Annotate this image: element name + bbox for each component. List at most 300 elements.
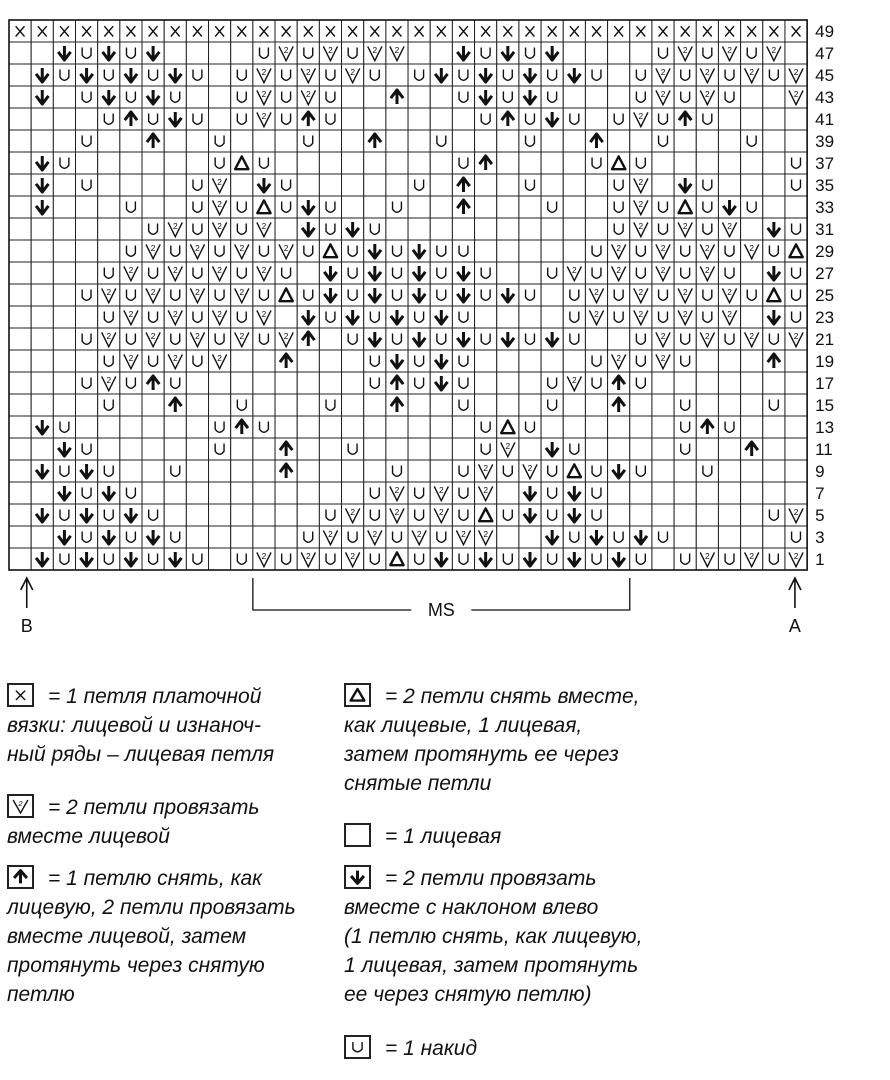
yarn-over-symbol xyxy=(342,262,364,284)
knit-cell xyxy=(652,174,674,196)
knit-cell xyxy=(98,196,120,218)
svg-text:2: 2 xyxy=(305,551,311,561)
svg-text:2: 2 xyxy=(261,221,267,231)
k2tog-symbol xyxy=(209,196,231,218)
yarn-over-symbol xyxy=(430,526,452,548)
garter-stitch-symbol xyxy=(231,20,253,42)
yarn-over-symbol xyxy=(541,394,563,416)
knit-cell xyxy=(541,152,563,174)
yarn-over-symbol xyxy=(630,86,652,108)
knit-cell xyxy=(563,152,585,174)
knit-cell xyxy=(342,86,364,108)
knit-cell xyxy=(342,460,364,482)
k2tog-symbol xyxy=(674,42,696,64)
svg-text:2: 2 xyxy=(682,309,688,319)
knit-cell xyxy=(763,482,785,504)
yarn-over-symbol xyxy=(209,152,231,174)
ssk-decrease-symbol xyxy=(142,42,164,64)
svg-text:2: 2 xyxy=(461,529,466,539)
knit-cell xyxy=(674,152,696,174)
knit-cell xyxy=(319,438,341,460)
k2tog-symbol xyxy=(585,284,607,306)
knit-cell xyxy=(297,394,319,416)
chart-row xyxy=(9,20,807,42)
yarn-over-symbol xyxy=(785,306,807,328)
chart-row xyxy=(9,306,807,328)
yarn-over-symbol xyxy=(541,64,563,86)
ssk-decrease-symbol xyxy=(53,482,75,504)
knit-cell xyxy=(342,130,364,152)
ssk-decrease-symbol xyxy=(452,328,474,350)
knit-cell xyxy=(475,372,497,394)
knit-cell xyxy=(452,130,474,152)
sk2p-decrease-symbol xyxy=(319,240,341,262)
yarn-over-symbol xyxy=(763,504,785,526)
garter-stitch-symbol xyxy=(342,20,364,42)
knit-cell xyxy=(541,350,563,372)
knit-cell xyxy=(319,460,341,482)
yarn-over-symbol xyxy=(297,130,319,152)
yarn-over-symbol xyxy=(364,306,386,328)
yarn-over-symbol xyxy=(319,108,341,130)
knit-cell xyxy=(497,350,519,372)
yarn-over-symbol xyxy=(76,482,98,504)
knit-cell xyxy=(408,416,430,438)
yarn-over-symbol xyxy=(76,42,98,64)
yarn-over-symbol xyxy=(696,108,718,130)
knit-cell xyxy=(76,152,98,174)
knit-cell xyxy=(763,130,785,152)
k2tog-symbol xyxy=(652,64,674,86)
yarn-over-symbol xyxy=(164,86,186,108)
knit-cell xyxy=(297,372,319,394)
yarn-over-symbol xyxy=(297,240,319,262)
knit-cell xyxy=(519,152,541,174)
ssk-decrease-symbol xyxy=(31,416,53,438)
yarn-over-symbol xyxy=(275,262,297,284)
svg-text:2: 2 xyxy=(749,67,755,77)
k2tog-symbol xyxy=(186,328,208,350)
chart-row xyxy=(9,262,807,284)
k2tog-symbol xyxy=(408,526,430,548)
svg-text:2: 2 xyxy=(106,375,112,385)
knit-cell xyxy=(53,218,75,240)
central-double-decrease-symbol xyxy=(386,372,408,394)
yarn-over-symbol xyxy=(563,526,585,548)
knit-cell xyxy=(741,86,763,108)
knit-cell xyxy=(718,394,740,416)
ssk-decrease-symbol xyxy=(386,350,408,372)
yarn-over-symbol xyxy=(408,504,430,526)
knit-cell xyxy=(76,416,98,438)
chart-row xyxy=(9,240,807,262)
knit-cell xyxy=(763,416,785,438)
ssk-decrease-symbol xyxy=(98,42,120,64)
knit-cell xyxy=(652,504,674,526)
knit-cell xyxy=(231,130,253,152)
ssk-decrease-symbol xyxy=(718,196,740,218)
knit-cell xyxy=(120,460,142,482)
knit-cell xyxy=(120,218,142,240)
knit-cell xyxy=(9,196,31,218)
knit-cell xyxy=(319,174,341,196)
knit-cell xyxy=(9,394,31,416)
yarn-over-symbol xyxy=(452,86,474,108)
svg-text:2: 2 xyxy=(394,45,400,55)
yarn-over-symbol xyxy=(608,526,630,548)
yarn-over-symbol xyxy=(386,328,408,350)
yarn-over-symbol xyxy=(209,284,231,306)
knit-cell xyxy=(76,196,98,218)
yarn-over-symbol xyxy=(231,64,253,86)
yarn-over-symbol xyxy=(231,108,253,130)
ssk-decrease-symbol xyxy=(98,526,120,548)
k2tog-symbol xyxy=(630,174,652,196)
knit-cell xyxy=(9,328,31,350)
k2tog-symbol xyxy=(608,262,630,284)
knit-cell xyxy=(53,306,75,328)
yarn-over-symbol xyxy=(364,504,386,526)
sk2p-decrease-symbol xyxy=(497,416,519,438)
knit-cell xyxy=(696,438,718,460)
knit-cell xyxy=(186,416,208,438)
k2tog-symbol xyxy=(563,262,585,284)
k2tog-symbol xyxy=(253,86,275,108)
yarn-over-symbol xyxy=(585,262,607,284)
knit-cell xyxy=(98,152,120,174)
knit-cell xyxy=(630,416,652,438)
yarn-over-symbol xyxy=(76,174,98,196)
yarn-over-symbol xyxy=(76,284,98,306)
yarn-over-symbol xyxy=(674,328,696,350)
k2tog-symbol xyxy=(120,350,142,372)
knit-cell xyxy=(209,394,231,416)
ssk-decrease-symbol xyxy=(53,526,75,548)
knit-cell xyxy=(785,372,807,394)
knit-cell xyxy=(430,218,452,240)
svg-text:2: 2 xyxy=(594,309,599,319)
garter-stitch-symbol xyxy=(652,20,674,42)
knit-cell xyxy=(275,482,297,504)
yarn-over-symbol xyxy=(519,416,541,438)
svg-text:2: 2 xyxy=(150,243,156,253)
svg-text:2: 2 xyxy=(771,45,777,55)
knit-cell xyxy=(763,460,785,482)
k2tog-symbol xyxy=(497,438,519,460)
knit-cell xyxy=(785,394,807,416)
knit-cell xyxy=(541,130,563,152)
central-double-decrease-symbol xyxy=(297,328,319,350)
svg-text:2: 2 xyxy=(283,331,289,341)
row-number: 11 xyxy=(815,440,833,460)
yarn-over-symbol xyxy=(785,284,807,306)
yarn-over-symbol xyxy=(630,548,652,570)
yarn-over-symbol xyxy=(319,218,341,240)
knit-cell xyxy=(718,372,740,394)
knit-cell xyxy=(519,196,541,218)
garter-stitch-symbol xyxy=(519,20,541,42)
k2tog-symbol xyxy=(253,108,275,130)
knit-cell xyxy=(741,152,763,174)
svg-text:2: 2 xyxy=(438,485,444,495)
yarn-over-symbol xyxy=(319,196,341,218)
ssk-decrease-symbol xyxy=(519,548,541,570)
yarn-over-symbol xyxy=(674,548,696,570)
k2tog-symbol xyxy=(98,284,120,306)
knit-cell xyxy=(497,482,519,504)
k2tog-symbol xyxy=(253,548,275,570)
knit-cell xyxy=(408,460,430,482)
ssk-decrease-symbol xyxy=(76,548,98,570)
legend-symbol-icon xyxy=(7,865,34,889)
knit-cell xyxy=(31,438,53,460)
knit-cell xyxy=(319,372,341,394)
ssk-decrease-symbol xyxy=(585,526,607,548)
ssk-decrease-symbol xyxy=(98,482,120,504)
knit-cell xyxy=(674,504,696,526)
k2tog-symbol xyxy=(253,306,275,328)
yarn-over-symbol xyxy=(386,460,408,482)
ssk-decrease-symbol xyxy=(342,218,364,240)
svg-text:2: 2 xyxy=(350,507,355,517)
svg-text:2: 2 xyxy=(638,177,644,187)
knit-cell xyxy=(142,196,164,218)
row-number: 23 xyxy=(815,308,835,328)
k2tog-symbol xyxy=(253,218,275,240)
knit-cell xyxy=(497,262,519,284)
yarn-over-symbol xyxy=(674,262,696,284)
knit-cell xyxy=(475,174,497,196)
yarn-over-symbol xyxy=(696,306,718,328)
central-double-decrease-symbol xyxy=(741,438,763,460)
knit-cell xyxy=(563,42,585,64)
knit-cell xyxy=(763,86,785,108)
knit-cell xyxy=(342,174,364,196)
row-number: 7 xyxy=(815,484,825,504)
knit-cell xyxy=(9,284,31,306)
k2tog-symbol xyxy=(164,218,186,240)
garter-stitch-symbol xyxy=(297,20,319,42)
ssk-decrease-symbol xyxy=(430,64,452,86)
central-double-decrease-symbol xyxy=(364,130,386,152)
knit-cell xyxy=(9,174,31,196)
yarn-over-symbol xyxy=(630,350,652,372)
k2tog-symbol xyxy=(696,328,718,350)
knit-cell xyxy=(652,394,674,416)
yarn-over-symbol xyxy=(452,482,474,504)
knit-cell xyxy=(53,240,75,262)
knit-cell xyxy=(652,438,674,460)
row-number: 35 xyxy=(815,176,835,196)
k2tog-symbol xyxy=(630,196,652,218)
garter-stitch-symbol xyxy=(585,20,607,42)
knit-cell xyxy=(608,482,630,504)
knit-cell xyxy=(164,42,186,64)
knit-cell xyxy=(275,394,297,416)
svg-text:2: 2 xyxy=(572,265,577,275)
ssk-decrease-symbol xyxy=(53,42,75,64)
k2tog-symbol xyxy=(120,262,142,284)
yarn-over-symbol xyxy=(120,284,142,306)
knit-cell xyxy=(674,372,696,394)
k2tog-symbol xyxy=(253,262,275,284)
knit-cell xyxy=(630,438,652,460)
knit-cell xyxy=(275,526,297,548)
knit-cell xyxy=(9,262,31,284)
yarn-over-symbol xyxy=(120,240,142,262)
row-number: 45 xyxy=(815,66,835,86)
knit-cell xyxy=(519,394,541,416)
knit-cell xyxy=(718,350,740,372)
knit-cell xyxy=(608,328,630,350)
knit-cell xyxy=(541,240,563,262)
chart-row xyxy=(9,86,807,108)
yarn-over-symbol xyxy=(186,548,208,570)
knit-cell xyxy=(386,438,408,460)
row-number: 37 xyxy=(815,154,835,174)
knit-cell xyxy=(452,108,474,130)
sk2p-decrease-symbol xyxy=(231,152,253,174)
knit-cell xyxy=(186,526,208,548)
ssk-decrease-symbol xyxy=(452,284,474,306)
central-double-decrease-symbol xyxy=(142,372,164,394)
svg-text:2: 2 xyxy=(483,529,488,539)
ssk-decrease-symbol xyxy=(31,152,53,174)
yarn-over-symbol xyxy=(497,460,519,482)
svg-text:2: 2 xyxy=(350,67,355,77)
ssk-decrease-symbol xyxy=(608,548,630,570)
yarn-over-symbol xyxy=(763,328,785,350)
ssk-decrease-symbol xyxy=(164,548,186,570)
knit-cell xyxy=(9,130,31,152)
garter-stitch-symbol xyxy=(9,20,31,42)
yarn-over-symbol xyxy=(541,460,563,482)
svg-text:2: 2 xyxy=(305,89,311,99)
legend-text: = 1 петлю снять, как лицевую, 2 петли провязать вместе лицевой, затем протянуть через снятую петлю xyxy=(7,867,296,1006)
yarn-over-symbol xyxy=(142,108,164,130)
yarn-over-symbol xyxy=(76,372,98,394)
yarn-over-symbol xyxy=(275,86,297,108)
yarn-over-symbol xyxy=(186,350,208,372)
knit-cell xyxy=(31,108,53,130)
knit-cell xyxy=(364,438,386,460)
yarn-over-symbol xyxy=(364,350,386,372)
svg-text:2: 2 xyxy=(172,353,178,363)
yarn-over-symbol xyxy=(98,548,120,570)
yarn-over-symbol xyxy=(652,196,674,218)
yarn-over-symbol xyxy=(408,174,430,196)
svg-text:2: 2 xyxy=(660,243,666,253)
yarn-over-symbol xyxy=(76,328,98,350)
chart-row xyxy=(9,526,807,548)
yarn-over-symbol xyxy=(452,372,474,394)
ms-label: MS xyxy=(427,600,455,620)
yarn-over-symbol xyxy=(475,262,497,284)
row-number: 17 xyxy=(815,374,835,394)
ssk-decrease-symbol xyxy=(408,262,430,284)
knit-cell xyxy=(297,482,319,504)
yarn-over-symbol xyxy=(142,218,164,240)
k2tog-symbol xyxy=(231,284,253,306)
yarn-over-symbol xyxy=(164,284,186,306)
svg-text:2: 2 xyxy=(239,243,245,253)
knit-cell xyxy=(142,174,164,196)
k2tog-symbol xyxy=(630,108,652,130)
yarn-over-symbol xyxy=(741,42,763,64)
svg-text:2: 2 xyxy=(106,287,112,297)
knit-cell xyxy=(585,416,607,438)
k2tog-symbol xyxy=(718,42,740,64)
yarn-over-symbol xyxy=(98,350,120,372)
svg-text:2: 2 xyxy=(572,375,577,385)
yarn-over-symbol xyxy=(563,108,585,130)
ssk-decrease-symbol xyxy=(475,86,497,108)
svg-text:2: 2 xyxy=(261,89,267,99)
yarn-over-symbol xyxy=(364,548,386,570)
legend-sk2p xyxy=(344,682,684,798)
yarn-over-symbol xyxy=(430,262,452,284)
knit-cell xyxy=(164,438,186,460)
yarn-over-symbol xyxy=(186,64,208,86)
svg-text:2: 2 xyxy=(394,485,400,495)
yarn-over-symbol xyxy=(674,86,696,108)
yarn-over-symbol xyxy=(452,504,474,526)
knit-cell xyxy=(408,438,430,460)
knit-cell xyxy=(98,240,120,262)
yarn-over-symbol xyxy=(386,526,408,548)
knit-cell xyxy=(164,130,186,152)
k2tog-symbol xyxy=(342,548,364,570)
knit-cell xyxy=(585,438,607,460)
knit-cell xyxy=(209,526,231,548)
knit-cell xyxy=(364,108,386,130)
yarn-over-symbol xyxy=(541,372,563,394)
knit-cell xyxy=(253,438,275,460)
knit-cell xyxy=(31,284,53,306)
ssk-decrease-symbol xyxy=(120,504,142,526)
knit-cell xyxy=(164,196,186,218)
svg-text:2: 2 xyxy=(394,507,400,517)
svg-text:2: 2 xyxy=(793,89,799,99)
svg-text:2: 2 xyxy=(372,529,378,539)
row-number: 41 xyxy=(815,110,835,130)
ssk-decrease-symbol xyxy=(475,548,497,570)
svg-text:2: 2 xyxy=(283,45,289,55)
yarn-over-symbol xyxy=(630,460,652,482)
ssk-decrease-symbol xyxy=(408,240,430,262)
knit-cell xyxy=(652,372,674,394)
ssk-decrease-symbol xyxy=(76,504,98,526)
yarn-over-symbol xyxy=(408,350,430,372)
knit-cell xyxy=(674,482,696,504)
row-number: 39 xyxy=(815,132,835,152)
yarn-over-symbol xyxy=(430,240,452,262)
knit-cell xyxy=(763,108,785,130)
svg-text:2: 2 xyxy=(150,331,156,341)
yarn-over-symbol xyxy=(164,460,186,482)
knit-cell xyxy=(9,306,31,328)
yarn-over-symbol xyxy=(541,196,563,218)
yarn-over-symbol xyxy=(275,548,297,570)
garter-stitch-symbol xyxy=(31,20,53,42)
knit-cell xyxy=(652,152,674,174)
k2tog-symbol xyxy=(608,240,630,262)
row-number: 43 xyxy=(815,88,835,108)
yarn-over-symbol xyxy=(364,372,386,394)
yarn-over-symbol xyxy=(563,306,585,328)
yarn-over-symbol xyxy=(475,42,497,64)
yarn-over-symbol xyxy=(585,482,607,504)
